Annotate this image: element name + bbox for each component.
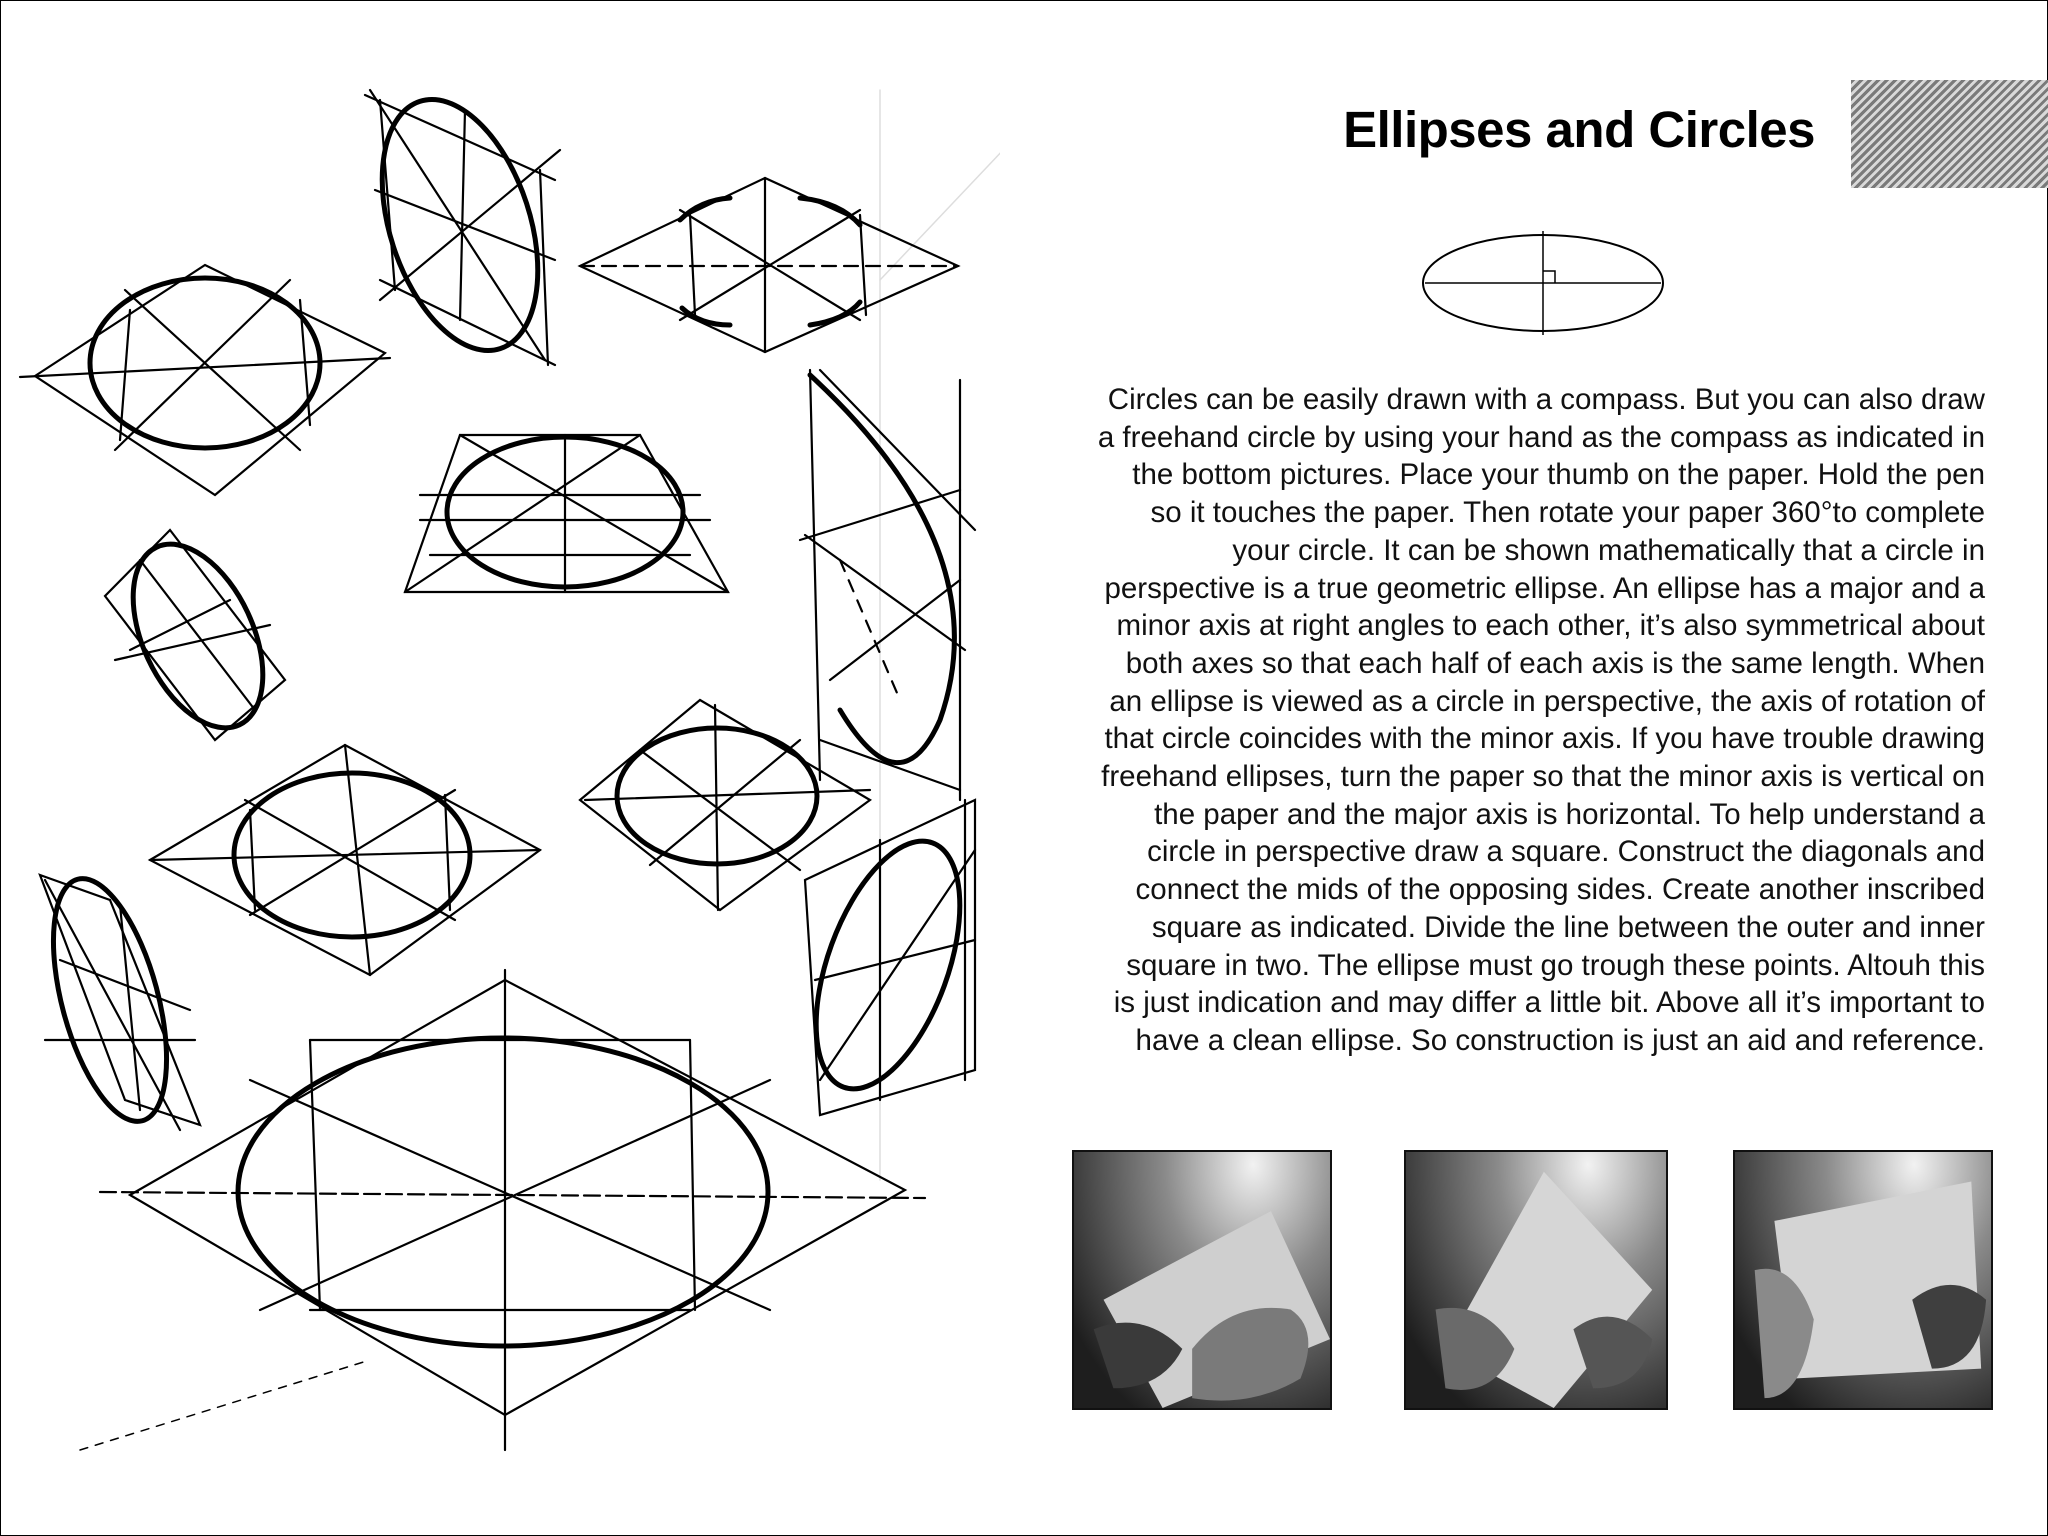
body-paragraph [1040,381,1985,1060]
sketch-bottom-left-ellipse [31,867,200,1133]
sketch-rhombus-arcs [580,178,958,352]
sketch-trapezoid-ellipse [405,435,728,592]
ellipse-sketches-svg [0,80,1000,1470]
ellipse-axes-svg [1415,228,1671,338]
sketch-small-tilted-ellipse [105,524,289,748]
body-line: the paper and the major axis is horizontal. To help understand a [1154,797,1985,831]
body-line: a freehand circle by using your hand as the compass as indicated in [1097,420,1985,454]
body-line: square in two. The ellipse must go trough these points. Altouh this [1126,948,1985,982]
body-line: connect the mids of the opposing sides. Create another inscribed [1135,873,1985,907]
hand-rotating-paper-photo-3 [1733,1150,1993,1410]
body-line: is just indication and may differ a little bit. Above all it’s important to [1113,986,1985,1020]
hand-photo-icon [1735,1152,1991,1408]
body-line: freehand ellipses, turn the paper so that the minor axis is vertical on [1101,760,1985,794]
body-line: both axes so that each half of each axis is the same length. When [1125,646,1985,680]
hand-rotating-paper-photo-1 [1072,1150,1332,1410]
body-line: the bottom pictures. Place your thumb on the paper. Hold the pen [1132,458,1985,492]
body-line: so it touches the paper. Then rotate your paper 360°to complete [1150,496,1985,530]
sketch-mid-right-ellipse [580,700,870,910]
body-line: minor axis at right angles to each other, it’s also symmetrical about [1116,609,1985,643]
body-line: circle in perspective draw a square. Construct the diagonals and [1147,835,1985,869]
sketch-right-lower-ellipse [787,800,989,1115]
body-line: Circles can be easily drawn with a compass. But you can also draw [1107,383,1985,416]
ellipse-axes-diagram [1415,228,1671,338]
hand-rotating-paper-photo-2 [1404,1150,1668,1410]
body-line: that circle coincides with the minor axis. If you have trouble drawing [1104,722,1985,756]
hatched-corner-decoration [1851,80,2048,188]
hand-photo-icon [1406,1152,1666,1408]
body-line: your circle. It can be shown mathematically that a circle in [1232,533,1985,567]
body-line: perspective is a true geometric ellipse. An ellipse has a major and a [1104,571,1985,605]
page-title: Ellipses and Circles [1343,101,1815,158]
sketch-tilted-ellipse-top [353,80,566,370]
sketch-left-ellipse-rhombus [20,265,390,495]
sketch-wide-ellipse [150,745,540,975]
body-line: square as indicated. Divide the line between the outer and inner [1151,910,1985,944]
ellipse-sketches-illustration [0,80,1000,1470]
body-line: have a clean ellipse. So construction is just an aid and reference. [1135,1023,1985,1057]
sketch-large-bottom-ellipse [80,970,925,1450]
sketch-tall-right-ellipse [800,370,975,800]
hand-photo-icon [1074,1152,1330,1408]
body-line: an ellipse is viewed as a circle in perspective, the axis of rotation of [1109,684,1985,718]
